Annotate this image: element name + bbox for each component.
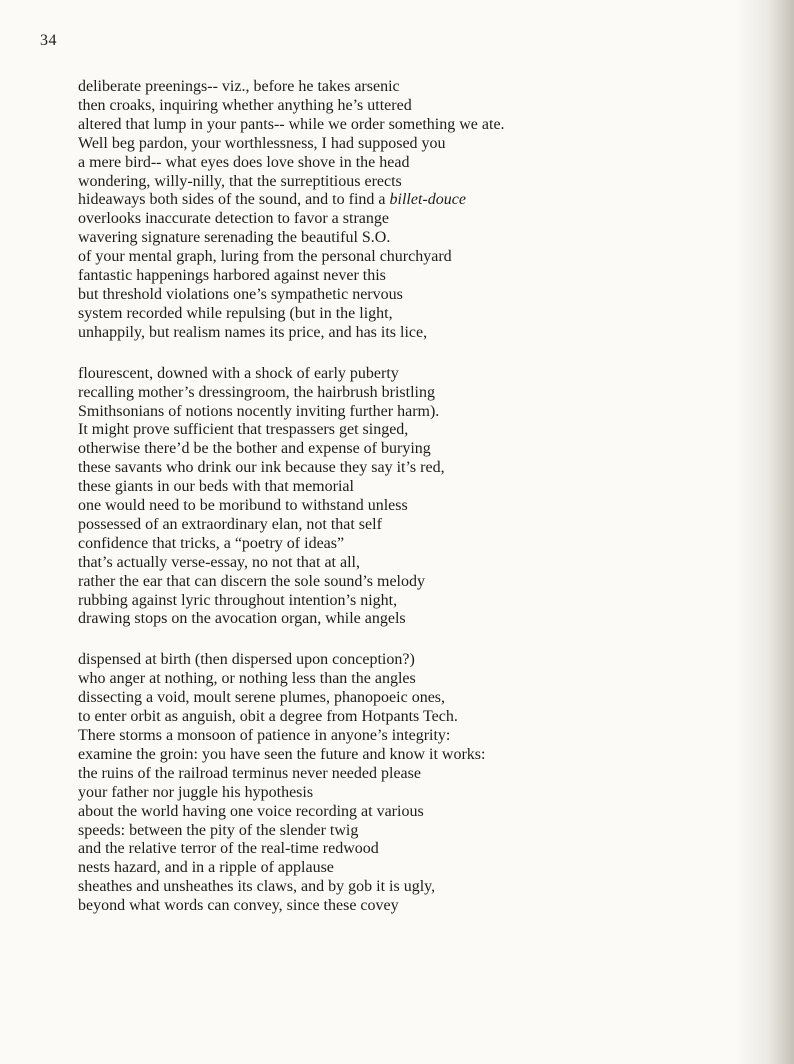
stanza-3	[78, 651, 738, 916]
poem-line: dissecting a void, moult serene plumes, phanopoeic ones,	[78, 689, 446, 707]
poem-line: these giants in our beds with that memorial	[78, 478, 354, 496]
poem-line: There storms a monsoon of patience in anyone’s integrity:	[78, 727, 451, 744]
poem-line: rubbing against lyric throughout intention’s night,	[78, 591, 398, 609]
poem-line: then croaks, inquiring whether anything he’s uttered	[78, 96, 412, 114]
poem-line: speeds: between the pity of the slender twig	[78, 821, 359, 839]
poem-line: about the world having one voice recording at various	[78, 802, 424, 820]
poem-line-with-italic	[78, 191, 738, 210]
poem-line: fantastic happenings harbored against never this	[78, 267, 386, 285]
poem-line: confidence that tricks, a “poetry of ideas”	[78, 534, 345, 552]
poem-line: Smithsonians of notions nocently inviting further harm).	[78, 402, 440, 420]
poem-line: drawing stops on the avocation organ, while angels	[78, 610, 406, 628]
poem-line: the ruins of the railroad terminus never needed please	[78, 764, 421, 782]
poem-line: nests hazard, and in a ripple of applause	[78, 859, 334, 877]
poem-line: of your mental graph, luring from the personal churchyard	[78, 248, 452, 266]
poem-line: overlooks inaccurate detection to favor a strange	[78, 210, 389, 228]
poem-line: one would need to be moribund to withstand unless	[78, 497, 408, 515]
stanza-1	[78, 78, 738, 343]
stanza-2	[78, 365, 738, 630]
poem-line: wavering signature serenading the beautiful S.O.	[78, 229, 391, 247]
poem-line: but threshold violations one’s sympathetic nervous	[78, 285, 403, 303]
page-gutter-shadow	[734, 0, 794, 1064]
poem-line: that’s actually verse-essay, no not that at all,	[78, 553, 360, 571]
poem-line: to enter orbit as anguish, obit a degree from Hotpants Tech.	[78, 708, 458, 726]
poem-line: a mere bird-- what eyes does love shove in the head	[78, 153, 410, 171]
poem-line: wondering, willy-nilly, that the surreptitious erects	[78, 172, 402, 190]
poem-line: examine the groin: you have seen the future and know it works:	[78, 745, 486, 763]
poem-line: who anger at nothing, or nothing less than the angles	[78, 670, 416, 688]
poem-line: and the relative terror of the real-time redwood	[78, 840, 379, 858]
poem-line: these savants who drink our ink because they say it’s red,	[78, 459, 445, 477]
poem-line: beyond what words can convey, since these covey	[78, 897, 399, 915]
poem-line: otherwise there’d be the bother and expense of burying	[78, 440, 431, 458]
poem-line: Well beg pardon, your worthlessness, I had supposed you	[78, 134, 446, 152]
poem-line: your father nor juggle his hypothesis	[78, 783, 314, 801]
poem-line: dispensed at birth (then dispersed upon conception?)	[78, 651, 415, 669]
poem-line: deliberate preenings-- viz., before he takes arsenic	[78, 78, 400, 95]
page-number: 34	[40, 32, 57, 49]
italic-phrase: billet-douce	[389, 191, 466, 209]
poem-line: sheathes and unsheathes its claws, and by gob it is ugly,	[78, 878, 436, 896]
poem-line: altered that lump in your pants-- while we order something we ate.	[78, 115, 505, 133]
poem-line: system recorded while repulsing (but in the light,	[78, 304, 393, 322]
poem-body	[78, 78, 738, 938]
poem-line: recalling mother’s dressingroom, the hairbrush bristling	[78, 383, 435, 401]
poem-line: rather the ear that can discern the sole sound’s melody	[78, 572, 425, 590]
poem-line: It might prove sufficient that trespassers get singed,	[78, 421, 409, 439]
poem-line: unhappily, but realism names its price, and has its lice,	[78, 323, 428, 341]
poem-line: possessed of an extraordinary elan, not that self	[78, 515, 382, 533]
poem-line: flourescent, downed with a shock of early puberty	[78, 364, 399, 382]
poem-line-text: hideaways both sides of the sound, and to find a	[78, 191, 390, 209]
